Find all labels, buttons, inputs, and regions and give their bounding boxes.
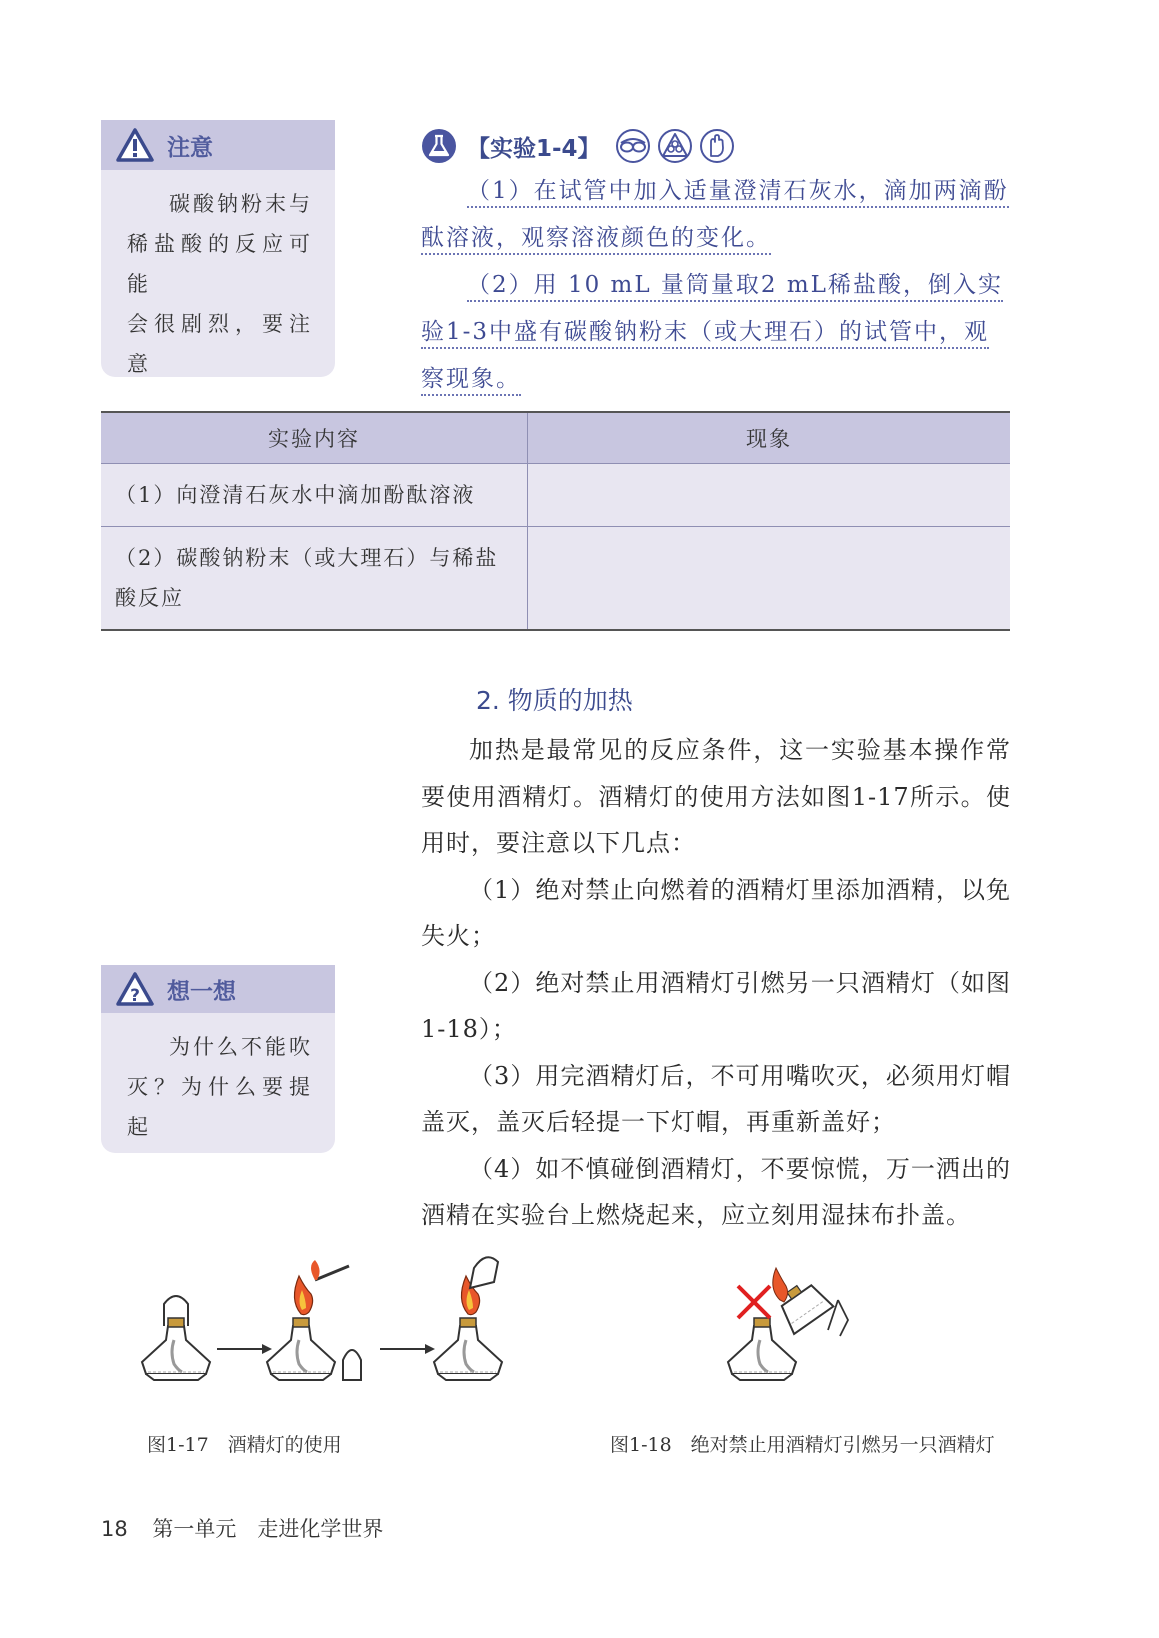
figure-18-caption: 图1-18 绝对禁止用酒精灯引燃另一只酒精灯 [610, 1434, 995, 1456]
table-header: 实验内容 [101, 412, 528, 464]
think-box [101, 965, 335, 1153]
flame-icon [657, 128, 693, 164]
think-title: 想一想 [167, 978, 236, 1005]
lamp-cap-lifted [470, 1257, 498, 1288]
lamp-cap [343, 1350, 361, 1380]
think-header [101, 965, 335, 1013]
table-row [101, 464, 1010, 527]
svg-text:?: ? [130, 986, 140, 1006]
experiment-step-2: （2）用 10 mL 量筒量取2 mL稀盐酸，倒入实验1-3中盛有碳酸钠粉末（或大理石）的试管中，观察现象。 [421, 272, 1003, 396]
page-number: 18 [101, 1517, 128, 1541]
goggles-icon [615, 128, 651, 164]
notice-text [101, 170, 335, 377]
table-cell: （1）向澄清石灰水中滴加酚酞溶液 [101, 464, 528, 527]
notice-box [101, 120, 335, 377]
arrow-icon [380, 1344, 435, 1354]
notice-title: 注意 [167, 134, 213, 161]
experiment-step-1: （1）在试管中加入适量澄清石灰水，滴加两滴酚酞溶液，观察溶液颜色的变化。 [421, 178, 1009, 255]
hand-wash-icon [699, 128, 735, 164]
notice-line: 稀盐酸的反应可能 [127, 232, 313, 296]
table-cell [528, 527, 1011, 631]
section-point: （2）绝对禁止用酒精灯引燃另一只酒精灯（如图1-18）； [421, 968, 1011, 1043]
forbidden-cross-icon [738, 1286, 770, 1318]
chapter-title: 第一单元 走进化学世界 [152, 1517, 384, 1541]
table-header-row [101, 412, 1010, 464]
page-footer [101, 1513, 383, 1543]
think-text [101, 1013, 335, 1153]
table-row [101, 527, 1010, 631]
experiment-title: 【实验1-4】 [467, 135, 601, 162]
think-line: 为什么不能吹 [169, 1035, 313, 1059]
section-point: （3）用完酒精灯后，不可用嘴吹灭，必须用灯帽盖灭，盖灭后轻提一下灯帽，再重新盖好； [421, 1061, 1011, 1136]
section-intro: 加热是最常见的反应条件，这一实验基本操作常要使用酒精灯。酒精灯的使用方法如图1-17所示。使用时，要注意以下几点： [421, 736, 1011, 857]
lamp-lit [434, 1276, 502, 1380]
figure-illustrations [0, 1250, 1159, 1460]
table-cell [528, 464, 1011, 527]
lamp-capped [142, 1296, 210, 1380]
experiment-steps [421, 168, 1011, 403]
question-icon [115, 971, 155, 1007]
section-point: （4）如不慎碰倒酒精灯，不要惊慌，万一洒出的酒精在实验台上燃烧起来，应立刻用湿抹布扑盖。 [421, 1154, 1011, 1229]
notice-line: 会很剧烈，要注意 [127, 312, 313, 376]
notice-header [101, 120, 335, 170]
flask-icon [421, 128, 457, 164]
think-line: 灭？为什么要提起 [127, 1075, 313, 1139]
notice-line: 碳酸钠粉末与 [169, 192, 313, 216]
figure-17-caption: 图1-17 酒精灯的使用 [147, 1434, 342, 1456]
section-point: （1）绝对禁止向燃着的酒精灯里添加酒精，以免失火； [421, 875, 1011, 950]
lamp-unlit [728, 1318, 796, 1380]
experiment-header [421, 125, 735, 167]
arrow-icon [217, 1344, 272, 1354]
warning-icon [115, 127, 155, 163]
lamp-lit-by-match [267, 1260, 349, 1380]
lighting-with-lamp-forbidden [772, 1268, 848, 1336]
table-header: 现象 [528, 412, 1011, 464]
think-line [127, 1147, 313, 1153]
section-body [421, 727, 1011, 1239]
table-cell: （2）碳酸钠粉末（或大理石）与稀盐酸反应 [101, 527, 528, 631]
section-title: 2. 物质的加热 [476, 686, 633, 715]
experiment-table [101, 411, 1010, 631]
